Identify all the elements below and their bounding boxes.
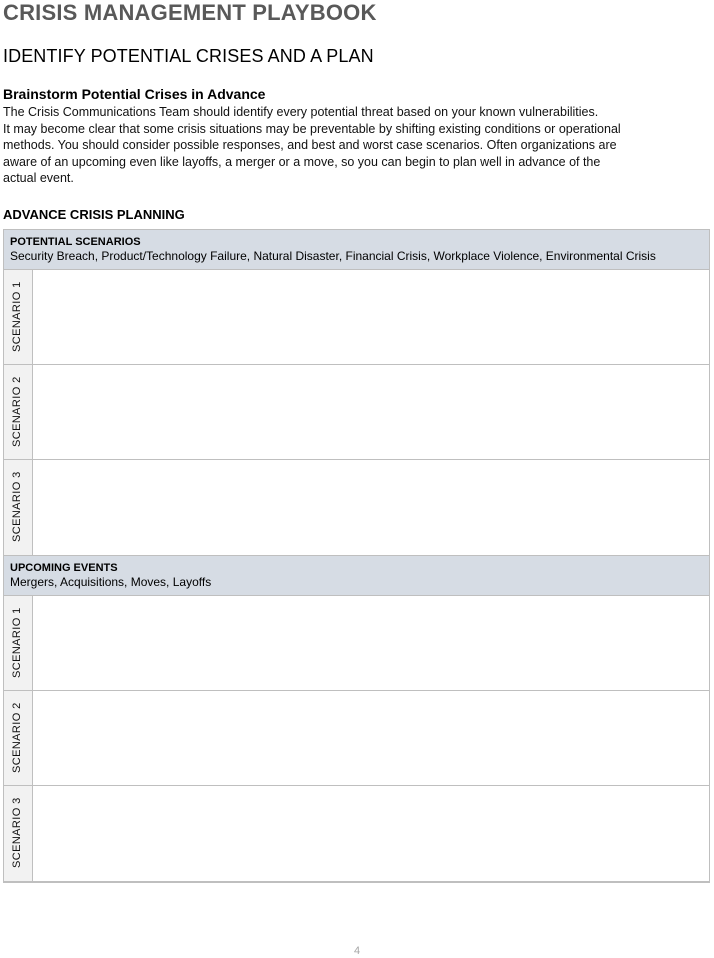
- event-label: SCENARIO 3: [11, 797, 23, 868]
- event-input-area[interactable]: [33, 691, 709, 785]
- event-label-cell: [4, 786, 33, 881]
- scenario-row: [4, 270, 709, 365]
- page-number: 4: [353, 945, 361, 957]
- scenario-label: SCENARIO 3: [11, 471, 23, 542]
- scenario-row: [4, 365, 709, 460]
- event-row: [4, 786, 709, 881]
- intro-line: actual event.: [3, 171, 74, 185]
- scenario-input-area[interactable]: [33, 460, 709, 555]
- event-label: SCENARIO 2: [11, 702, 23, 773]
- upcoming-events-header: [4, 556, 709, 596]
- potential-scenarios-table: [3, 229, 710, 557]
- planning-heading: ADVANCE CRISIS PLANNING: [3, 207, 185, 222]
- scenario-label-cell: [4, 365, 33, 459]
- event-label: SCENARIO 1: [11, 607, 23, 678]
- upcoming-events-title: UPCOMING EVENTS: [10, 562, 118, 574]
- event-row: [4, 596, 709, 691]
- scenario-label-cell: [4, 270, 33, 364]
- event-label-cell: [4, 596, 33, 690]
- event-label-cell: [4, 691, 33, 785]
- event-input-area[interactable]: [33, 596, 709, 690]
- intro-line: It may become clear that some crisis situations may be preventable by shifting existing conditions or operational: [3, 121, 621, 136]
- scenario-input-area[interactable]: [33, 270, 709, 364]
- intro-paragraph: [3, 104, 712, 187]
- intro-line: methods. You should consider possible responses, and best and worst case scenarios. Often organizations are: [3, 138, 617, 152]
- scenario-label-cell: [4, 460, 33, 555]
- upcoming-events-table: [3, 555, 710, 883]
- scenario-label: SCENARIO 2: [11, 376, 23, 447]
- upcoming-events-subtitle: Mergers, Acquisitions, Moves, Layoffs: [10, 575, 212, 589]
- event-row: [4, 691, 709, 786]
- scenario-row: [4, 460, 709, 555]
- intro-line: The Crisis Communications Team should identify every potential threat based on your known vulnerabilities.: [3, 105, 599, 119]
- document-title: CRISIS MANAGEMENT PLAYBOOK: [3, 0, 377, 25]
- section-title: IDENTIFY POTENTIAL CRISES AND A PLAN: [3, 46, 374, 66]
- scenario-label: SCENARIO 1: [11, 281, 23, 352]
- potential-scenarios-subtitle: Security Breach, Product/Technology Failure, Natural Disaster, Financial Crisis, Workplace Violence, Environmental Crisis: [10, 249, 656, 263]
- potential-scenarios-title: POTENTIAL SCENARIOS: [10, 236, 141, 248]
- event-input-area[interactable]: [33, 786, 709, 881]
- intro-line: aware of an upcoming even like layoffs, a merger or a move, so you can begin to plan well in advance of the: [3, 154, 601, 169]
- scenario-input-area[interactable]: [33, 365, 709, 459]
- sub-heading: Brainstorm Potential Crises in Advance: [3, 86, 266, 102]
- potential-scenarios-header: [4, 230, 709, 270]
